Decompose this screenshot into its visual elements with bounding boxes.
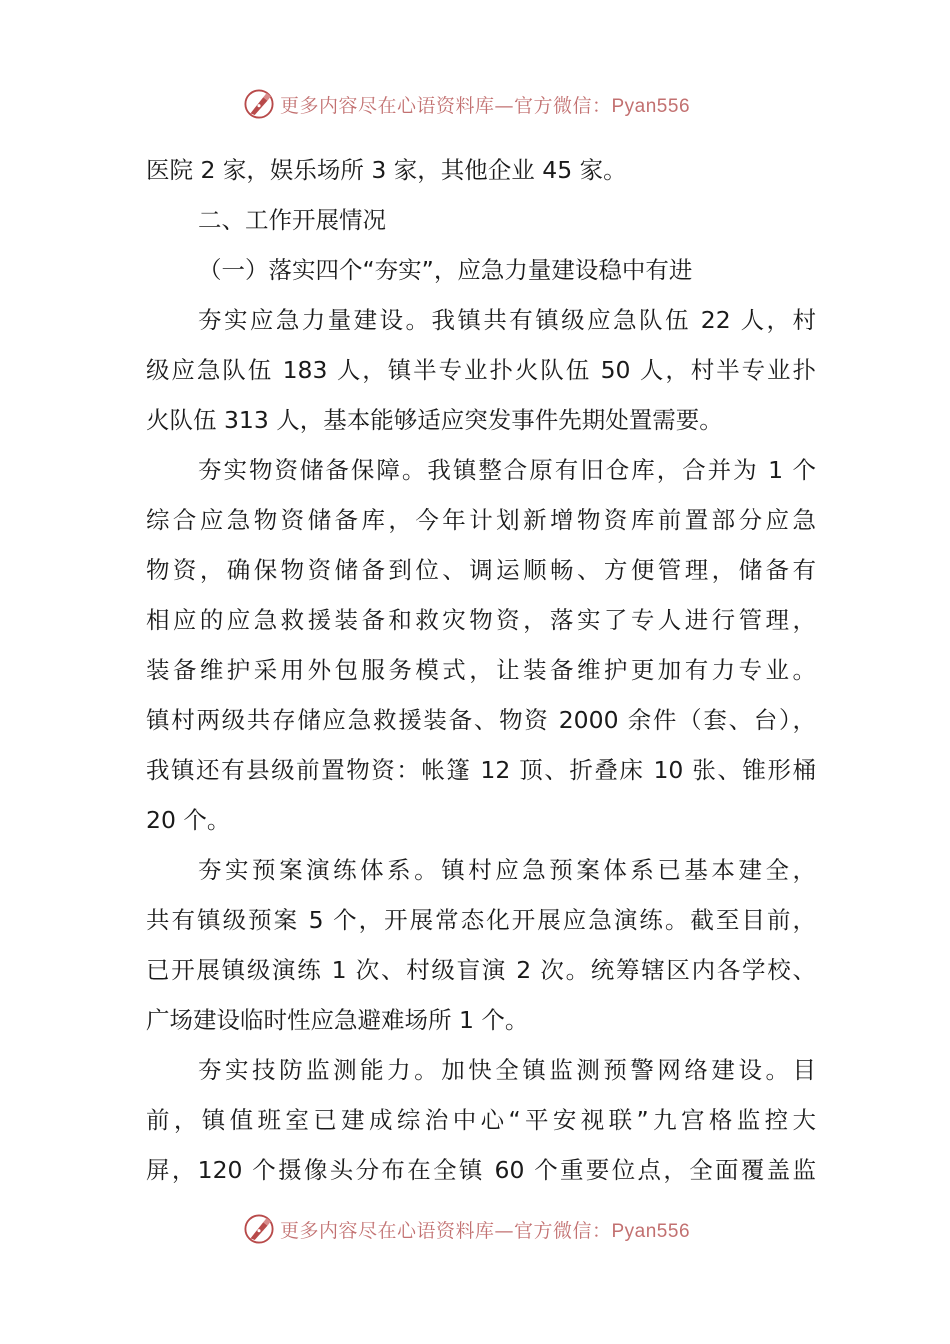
section-heading: 二、工作开展情况 bbox=[198, 206, 386, 234]
paragraph-line: 我镇还有县级前置物资：帐篷 12 顶、折叠床 10 张、锥形桶 bbox=[146, 756, 816, 784]
pen-nib-circle-icon bbox=[242, 87, 276, 121]
paragraph-line: 装备维护采用外包服务模式，让装备维护更加有力专业。 bbox=[146, 656, 816, 684]
footer-watermark bbox=[0, 1209, 950, 1249]
watermark-wechat-id: Pyan556 bbox=[611, 95, 691, 117]
header-watermark bbox=[0, 84, 950, 124]
paragraph-line: 屏，120 个摄像头分布在全镇 60 个重要位点，全面覆盖监 bbox=[146, 1156, 816, 1184]
subsection-heading: （一）落实四个“夯实”，应急力量建设稳中有进 bbox=[198, 256, 693, 284]
paragraph-line: 物资，确保物资储备到位、调运顺畅、方便管理，储备有 bbox=[146, 556, 816, 584]
paragraph-line: 共有镇级预案 5 个，开展常态化开展应急演练。截至目前， bbox=[146, 906, 816, 934]
watermark-wechat-id: Pyan556 bbox=[611, 1220, 691, 1242]
paragraph-line: 夯实技防监测能力。加快全镇监测预警网络建设。目 bbox=[198, 1056, 816, 1084]
paragraph-line: 已开展镇级演练 1 次、村级盲演 2 次。统筹辖区内各学校、 bbox=[146, 956, 816, 984]
paragraph-line: 医院 2 家，娱乐场所 3 家，其他企业 45 家。 bbox=[146, 156, 627, 184]
paragraph-line: 级应急队伍 183 人，镇半专业扑火队伍 50 人，村半专业扑 bbox=[146, 356, 816, 384]
paragraph-line: 夯实应急力量建设。我镇共有镇级应急队伍 22 人，村 bbox=[198, 306, 816, 334]
watermark-text: 更多内容尽在心语资料库—官方微信：Pyan556 bbox=[279, 1219, 691, 1242]
paragraph-line: 火队伍 313 人，基本能够适应突发事件先期处置需要。 bbox=[146, 406, 723, 434]
paragraph-line: 夯实预案演练体系。镇村应急预案体系已基本建全， bbox=[198, 856, 816, 884]
paragraph-line: 前，镇值班室已建成综治中心“平安视联”九宫格监控大 bbox=[146, 1106, 816, 1134]
paragraph-line: 广场建设临时性应急避难场所 1 个。 bbox=[146, 1006, 529, 1034]
watermark-text: 更多内容尽在心语资料库—官方微信：Pyan556 bbox=[279, 94, 691, 117]
paragraph-line: 相应的应急救援装备和救灾物资，落实了专人进行管理， bbox=[146, 606, 816, 634]
paragraph-line: 夯实物资储备保障。我镇整合原有旧仓库，合并为 1 个 bbox=[198, 456, 816, 484]
document-body bbox=[146, 145, 816, 1195]
paragraph-line: 20 个。 bbox=[146, 806, 231, 834]
pen-nib-circle-icon bbox=[242, 1212, 276, 1246]
paragraph-line: 镇村两级共存储应急救援装备、物资 2000 余件（套、台）， bbox=[146, 706, 816, 734]
paragraph-line: 综合应急物资储备库，今年计划新增物资库前置部分应急 bbox=[146, 506, 816, 534]
